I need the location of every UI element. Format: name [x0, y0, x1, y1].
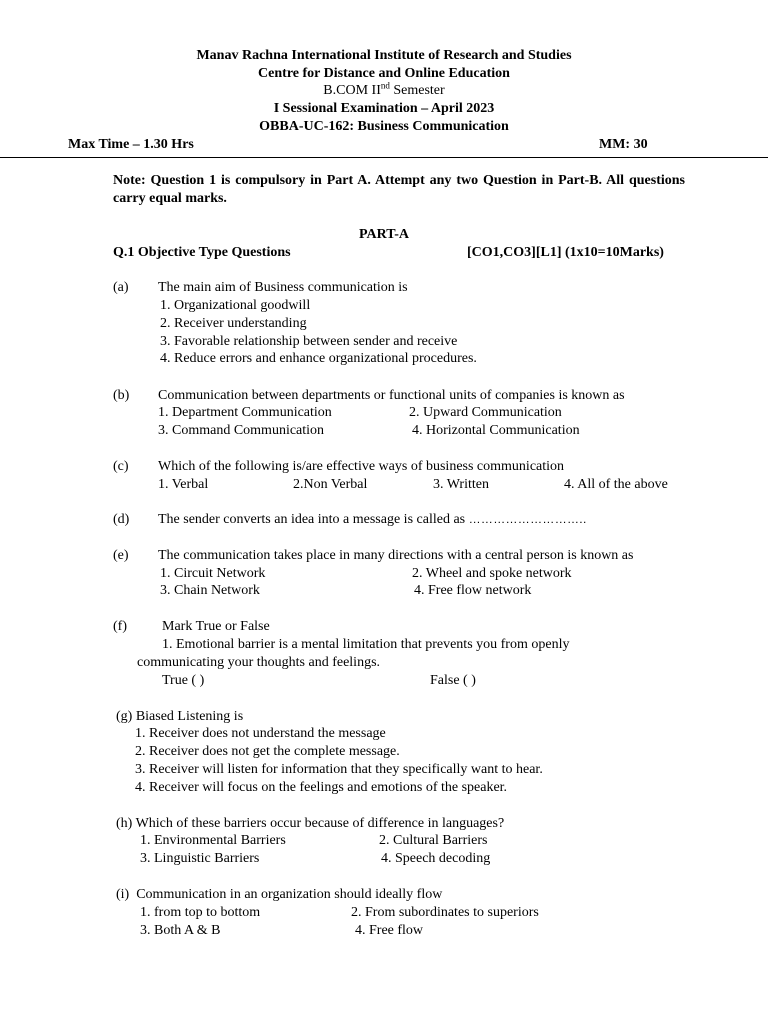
- question-h-option: 2. Cultural Barriers: [379, 833, 488, 848]
- question-e-option: 4. Free flow network: [414, 583, 532, 598]
- question-a-label: (a): [113, 280, 129, 295]
- question-b-option: 3. Command Communication: [158, 423, 325, 438]
- question-a-text: The main aim of Business communication is: [158, 280, 408, 295]
- answer-blank: ………………………..: [468, 512, 587, 526]
- q1-meta: [CO1,CO3][L1] (1x10=10Marks): [467, 245, 664, 260]
- question-e-option: 1. Circuit Network: [160, 566, 266, 581]
- max-time: Max Time – 1.30 Hrs: [68, 137, 194, 152]
- question-i-text: (i) Communication in an organization should ideally flow: [116, 887, 443, 902]
- question-g-option: 1. Receiver does not understand the message: [135, 726, 386, 741]
- question-i-option: 1. from top to bottom: [140, 905, 261, 920]
- exam-note: Note: Question 1 is compulsory in Part A. Attempt any two Question in Part-B. All questions carry equal marks.: [113, 173, 685, 206]
- question-h-option: 3. Linguistic Barriers: [140, 851, 260, 866]
- question-a-option: 1. Organizational goodwill: [160, 298, 311, 313]
- header-divider: [0, 157, 768, 158]
- question-d-text: The sender converts an idea into a message is called as ………………………..: [158, 512, 587, 527]
- true-option: True ( ): [162, 673, 205, 688]
- question-c-text: Which of the following is/are effective ways of business communication: [158, 459, 565, 474]
- question-i-option: 2. From subordinates to superiors: [351, 905, 539, 920]
- question-e-option: 3. Chain Network: [160, 583, 260, 598]
- question-c-option: 2.Non Verbal: [293, 477, 368, 492]
- question-e-text: The communication takes place in many directions with a central person is known as: [158, 548, 634, 563]
- question-a-option: 3. Favorable relationship between sender and receive: [160, 334, 458, 349]
- program-name: B.COM IInd Semester: [323, 80, 445, 98]
- question-f-text: Mark True or False: [162, 619, 270, 634]
- part-a-title: PART-A: [358, 227, 410, 242]
- false-option: False ( ): [430, 673, 476, 688]
- question-e-option: 2. Wheel and spoke network: [412, 566, 572, 581]
- question-i-option: 4. Free flow: [355, 923, 424, 938]
- question-b-option: 2. Upward Communication: [409, 405, 562, 420]
- question-h-text: (h) Which of these barriers occur because of difference in languages?: [116, 816, 505, 831]
- question-f-statement: 1. Emotional barrier is a mental limitation that prevents you from openly: [162, 637, 570, 652]
- question-a-option: 2. Receiver understanding: [160, 316, 307, 331]
- question-f-statement-cont: communicating your thoughts and feelings.: [137, 655, 381, 670]
- course-title: OBBA-UC-162: Business Communication: [259, 119, 509, 134]
- question-g-option: 3. Receiver will listen for information that they specifically want to hear.: [135, 762, 543, 777]
- institute-name: Manav Rachna International Institute of Research and Studies: [196, 48, 572, 63]
- question-b-label: (b): [113, 388, 130, 403]
- q1-title: Q.1 Objective Type Questions: [113, 245, 291, 260]
- question-h-option: 1. Environmental Barriers: [140, 833, 286, 848]
- exam-title: I Sessional Examination – April 2023: [273, 101, 495, 116]
- question-g-option: 4. Receiver will focus on the feelings and emotions of the speaker.: [135, 780, 508, 795]
- question-c-option: 3. Written: [433, 477, 489, 492]
- question-c-option: 1. Verbal: [158, 477, 209, 492]
- question-g-option: 2. Receiver does not get the complete message.: [135, 744, 400, 759]
- question-b-option: 4. Horizontal Communication: [412, 423, 580, 438]
- question-b-text: Communication between departments or functional units of companies is known as: [158, 388, 625, 403]
- question-a-option: 4. Reduce errors and enhance organizational procedures.: [160, 351, 477, 366]
- question-h-option: 4. Speech decoding: [381, 851, 491, 866]
- question-c-option: 4. All of the above: [564, 477, 668, 492]
- centre-name: Centre for Distance and Online Education: [258, 66, 510, 81]
- question-c-label: (c): [113, 459, 129, 474]
- question-g-text: (g) Biased Listening is: [116, 709, 244, 724]
- question-e-label: (e): [113, 548, 129, 563]
- question-d-label: (d): [113, 512, 130, 527]
- question-f-label: (f): [113, 619, 127, 634]
- question-b-option: 1. Department Communication: [158, 405, 332, 420]
- max-marks: MM: 30: [599, 137, 648, 152]
- question-i-option: 3. Both A & B: [140, 923, 221, 938]
